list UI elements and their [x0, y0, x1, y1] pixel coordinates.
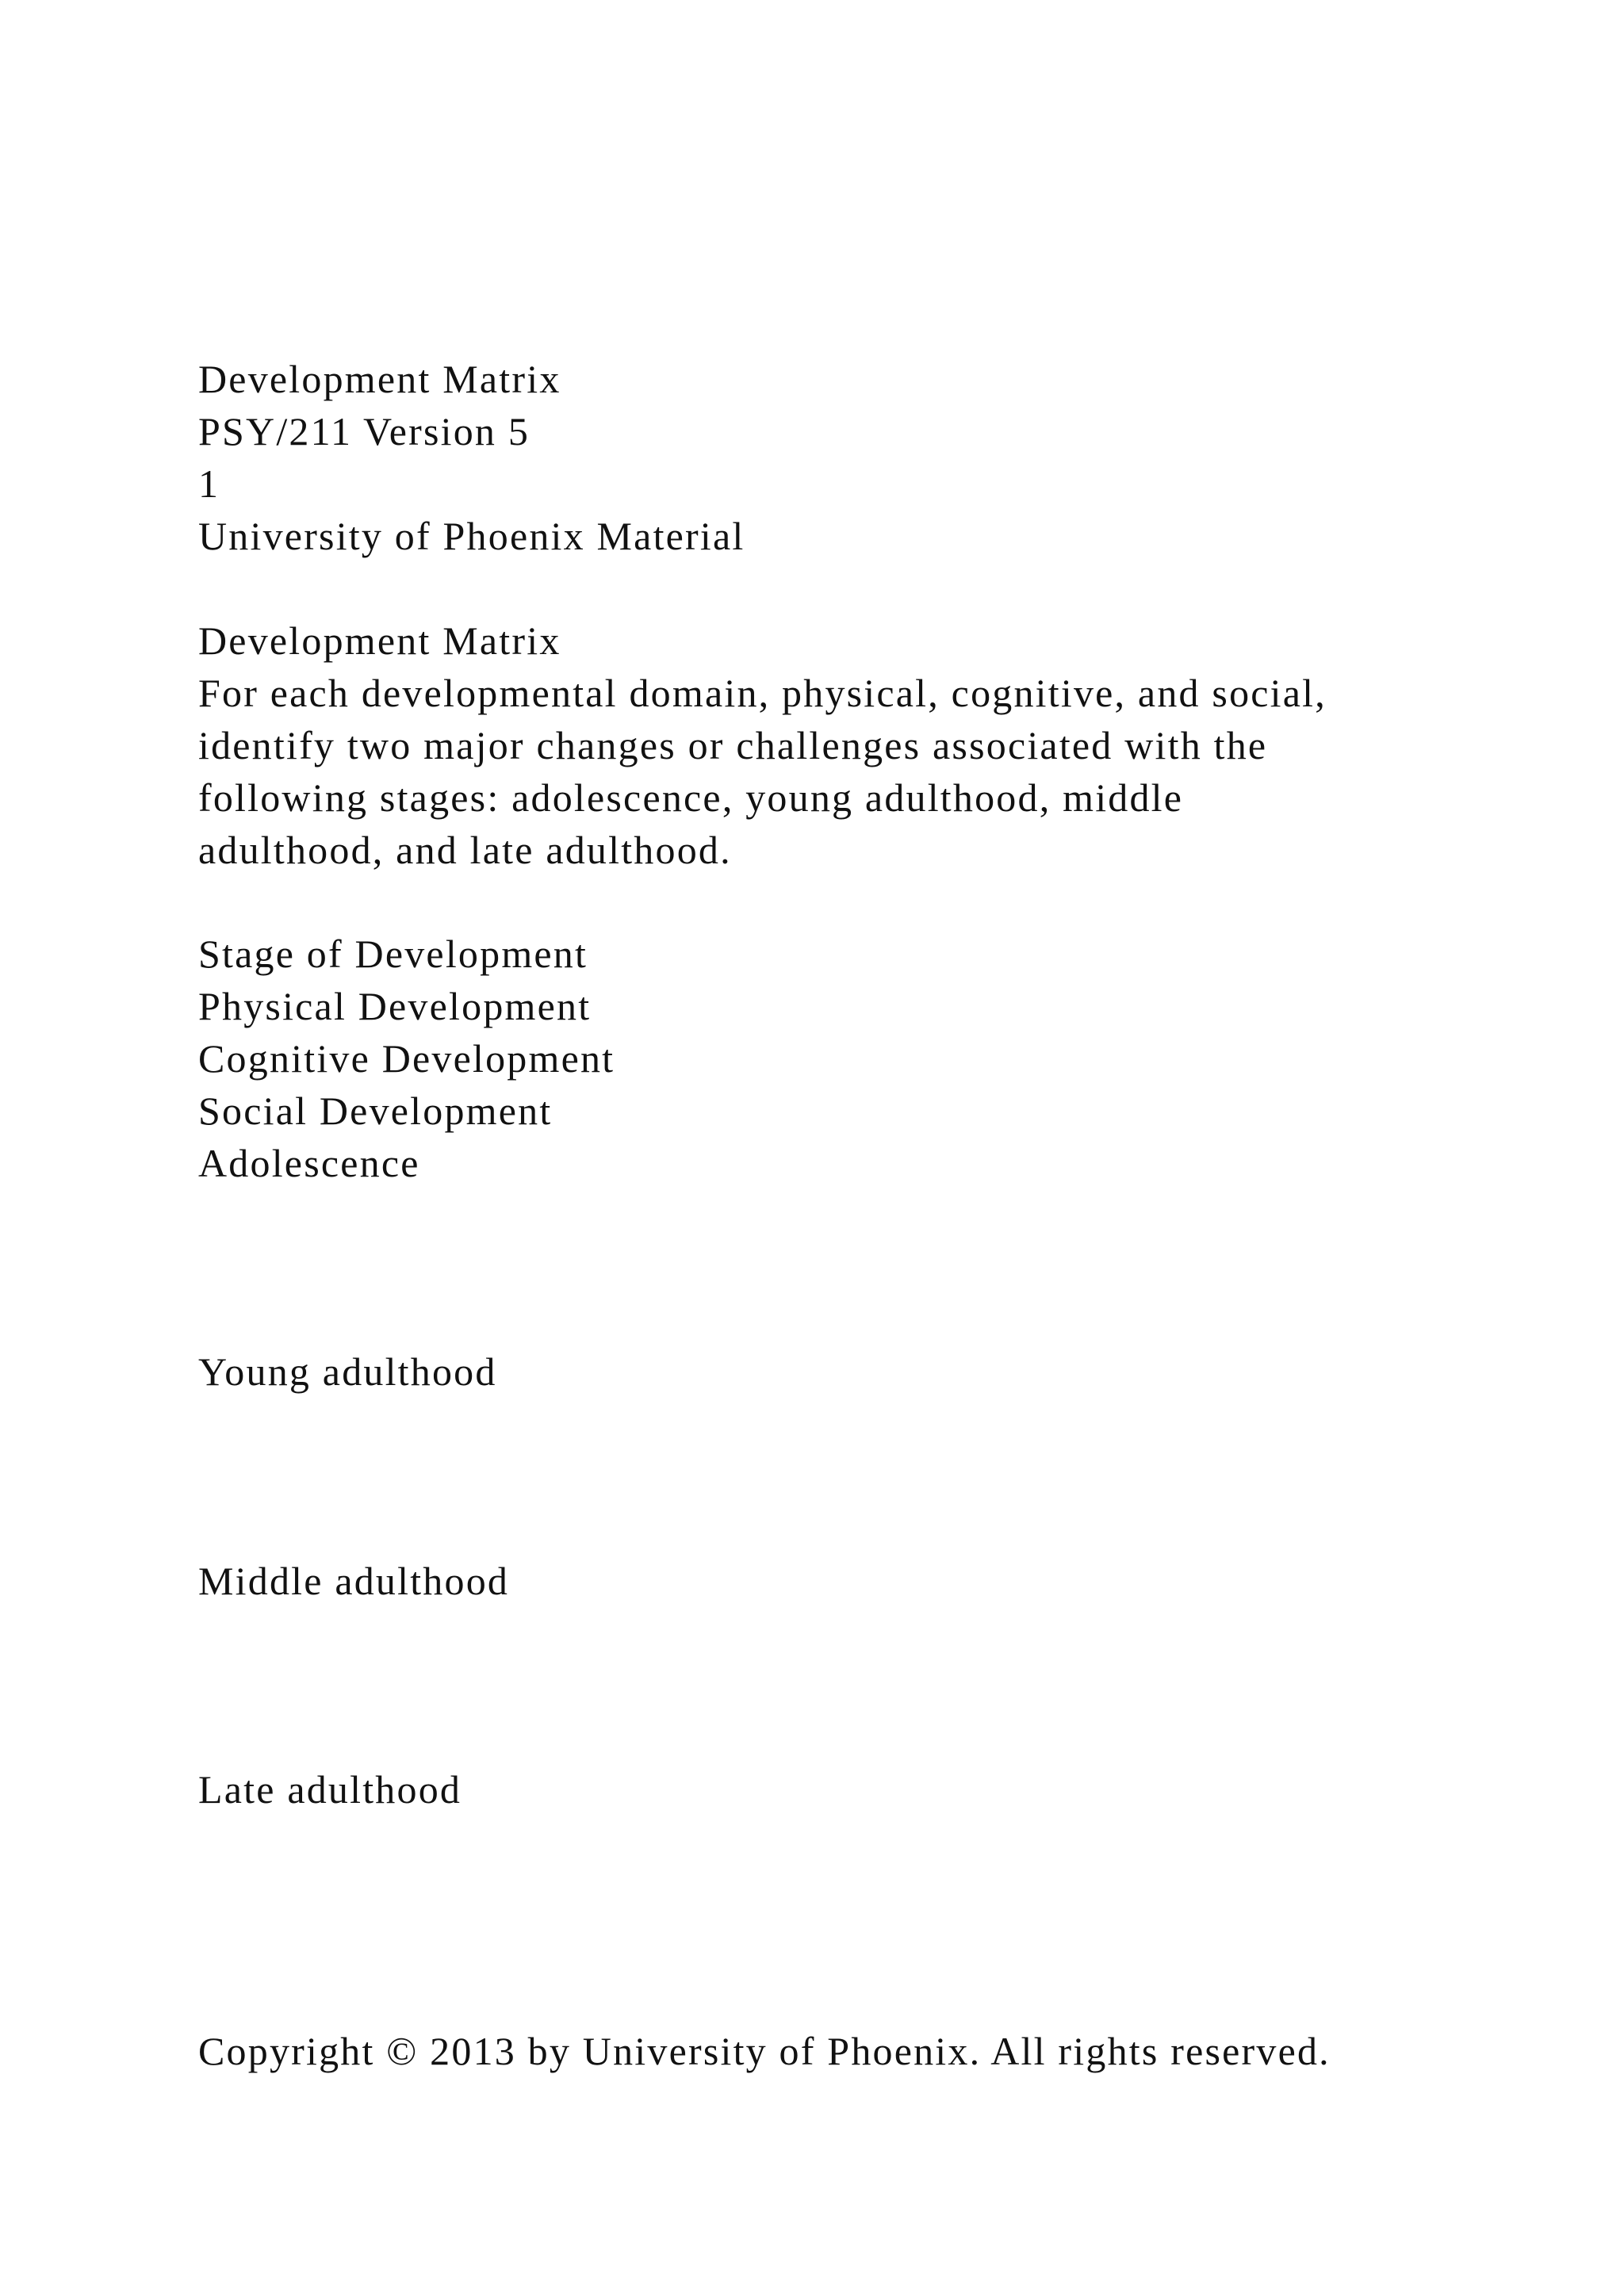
section-heading: Development Matrix — [198, 618, 561, 663]
institution-label: University of Phoenix Material — [198, 514, 745, 558]
document-title: Development Matrix — [198, 357, 561, 401]
stage-young-adulthood: Young adulthood — [198, 1349, 497, 1394]
stage-middle-adulthood: Middle adulthood — [198, 1559, 510, 1603]
copyright-notice: Copyright © 2013 by University of Phoenix. All rights reserved. — [198, 2029, 1331, 2073]
column-header-physical: Physical Development — [198, 984, 592, 1028]
course-code: PSY/211 Version 5 — [198, 409, 530, 453]
instructions-line-1: For each developmental domain, physical, cognitive, and social, — [198, 671, 1327, 715]
instructions-line-2: identify two major changes or challenges associated with the — [198, 723, 1268, 767]
instructions-line-4: adulthood, and late adulthood. — [198, 828, 732, 872]
column-header-cognitive: Cognitive Development — [198, 1036, 615, 1081]
page-number: 1 — [198, 461, 220, 506]
stage-late-adulthood: Late adulthood — [198, 1767, 462, 1812]
stage-adolescence: Adolescence — [198, 1141, 420, 1185]
column-header-stage: Stage of Development — [198, 932, 588, 976]
column-header-social: Social Development — [198, 1089, 553, 1133]
instructions-line-3: following stages: adolescence, young adulthood, middle — [198, 775, 1184, 820]
